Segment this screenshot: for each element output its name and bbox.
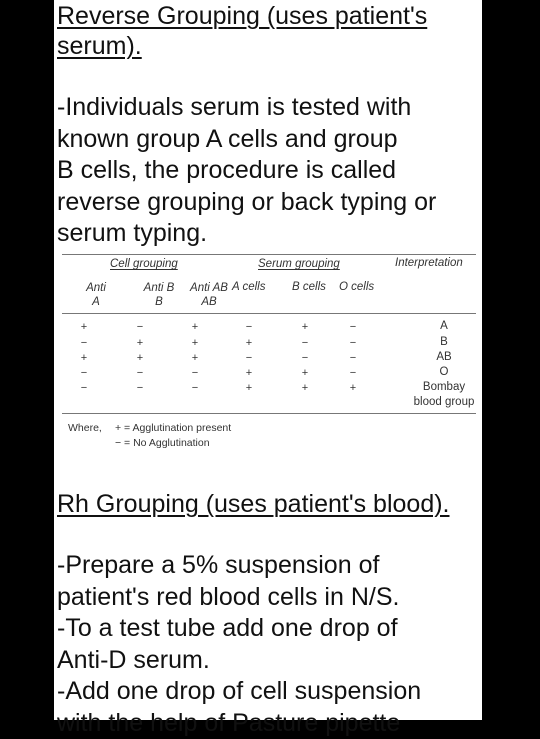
group-header-cell-grouping: Cell grouping [110, 258, 178, 270]
table-cell: + [188, 353, 202, 364]
legend-plus: + = Agglutination present [115, 422, 231, 434]
interpretation-cell: B [409, 335, 479, 350]
paragraph-line: B cells, the procedure is called [57, 155, 436, 187]
paragraph-rh-grouping [57, 550, 421, 739]
paragraph-line: -Prepare a 5% suspension of [57, 550, 421, 582]
table-cell: − [346, 353, 360, 364]
interpretation-cell: O [409, 365, 479, 380]
table-bottom-rule [62, 413, 476, 414]
table-cell: + [188, 338, 202, 349]
legend-minus: − = No Agglutination [115, 437, 210, 449]
table-cell: − [242, 322, 256, 333]
table-cell: + [242, 368, 256, 379]
table-cell: − [133, 322, 147, 333]
group-header-interpretation: Interpretation [395, 257, 463, 269]
interpretation-cell: AB [409, 350, 479, 365]
table-cell: − [242, 353, 256, 364]
table-cell: + [298, 368, 312, 379]
legend-where: Where, [68, 422, 102, 434]
paragraph-line: known group A cells and group [57, 124, 436, 156]
heading-reverse-grouping-line-1: Reverse Grouping (uses patient's [57, 1, 427, 31]
interpretation-cell: Bombay blood group [409, 380, 479, 410]
paragraph-line: with the help of Pasture pipette [57, 708, 421, 739]
table-cell: − [346, 338, 360, 349]
table-cell: − [298, 338, 312, 349]
table-cell: + [298, 383, 312, 394]
table-cell: − [77, 368, 91, 379]
table-cell: + [188, 322, 202, 333]
paragraph-line: -Add one drop of cell suspension [57, 676, 421, 708]
document-page [54, 0, 482, 720]
paragraph-line: reverse grouping or back typing or [57, 187, 436, 219]
paragraph-line: Anti-D serum. [57, 645, 421, 677]
table-cell: − [188, 368, 202, 379]
table-cell: − [298, 353, 312, 364]
paragraph-line: patient's red blood cells in N/S. [57, 582, 421, 614]
table-top-rule [62, 254, 476, 255]
table-cell: + [133, 353, 147, 364]
table-cell: + [77, 353, 91, 364]
table-cell: − [77, 338, 91, 349]
paragraph-reverse-grouping [57, 92, 436, 250]
paragraph-line: serum typing. [57, 218, 436, 250]
column-header: Anti B B [134, 281, 184, 309]
table-cell: + [77, 322, 91, 333]
column-header: A cells [232, 280, 282, 294]
blood-grouping-table-figure [62, 250, 476, 455]
paragraph-line: -Individuals serum is tested with [57, 92, 436, 124]
column-header: O cells [339, 280, 389, 294]
heading-reverse-grouping [57, 1, 427, 61]
column-header: Anti A [76, 281, 116, 309]
heading-rh-grouping: Rh Grouping (uses patient's blood). [57, 489, 450, 519]
heading-reverse-grouping-line-2: serum). [57, 31, 427, 61]
group-header-serum-grouping: Serum grouping [258, 258, 340, 270]
table-cell: − [133, 383, 147, 394]
table-cell: − [133, 368, 147, 379]
column-header: B cells [292, 280, 342, 294]
table-cell: − [346, 322, 360, 333]
table-cell: + [242, 383, 256, 394]
interpretation-cell: A [409, 319, 479, 334]
table-cell: − [188, 383, 202, 394]
table-cell: + [298, 322, 312, 333]
table-cell: + [133, 338, 147, 349]
column-header: Anti AB AB [181, 281, 237, 309]
table-cell: − [346, 368, 360, 379]
table-header-rule [62, 313, 476, 314]
table-cell: + [346, 383, 360, 394]
table-cell: + [242, 338, 256, 349]
paragraph-line: -To a test tube add one drop of [57, 613, 421, 645]
table-cell: − [77, 383, 91, 394]
